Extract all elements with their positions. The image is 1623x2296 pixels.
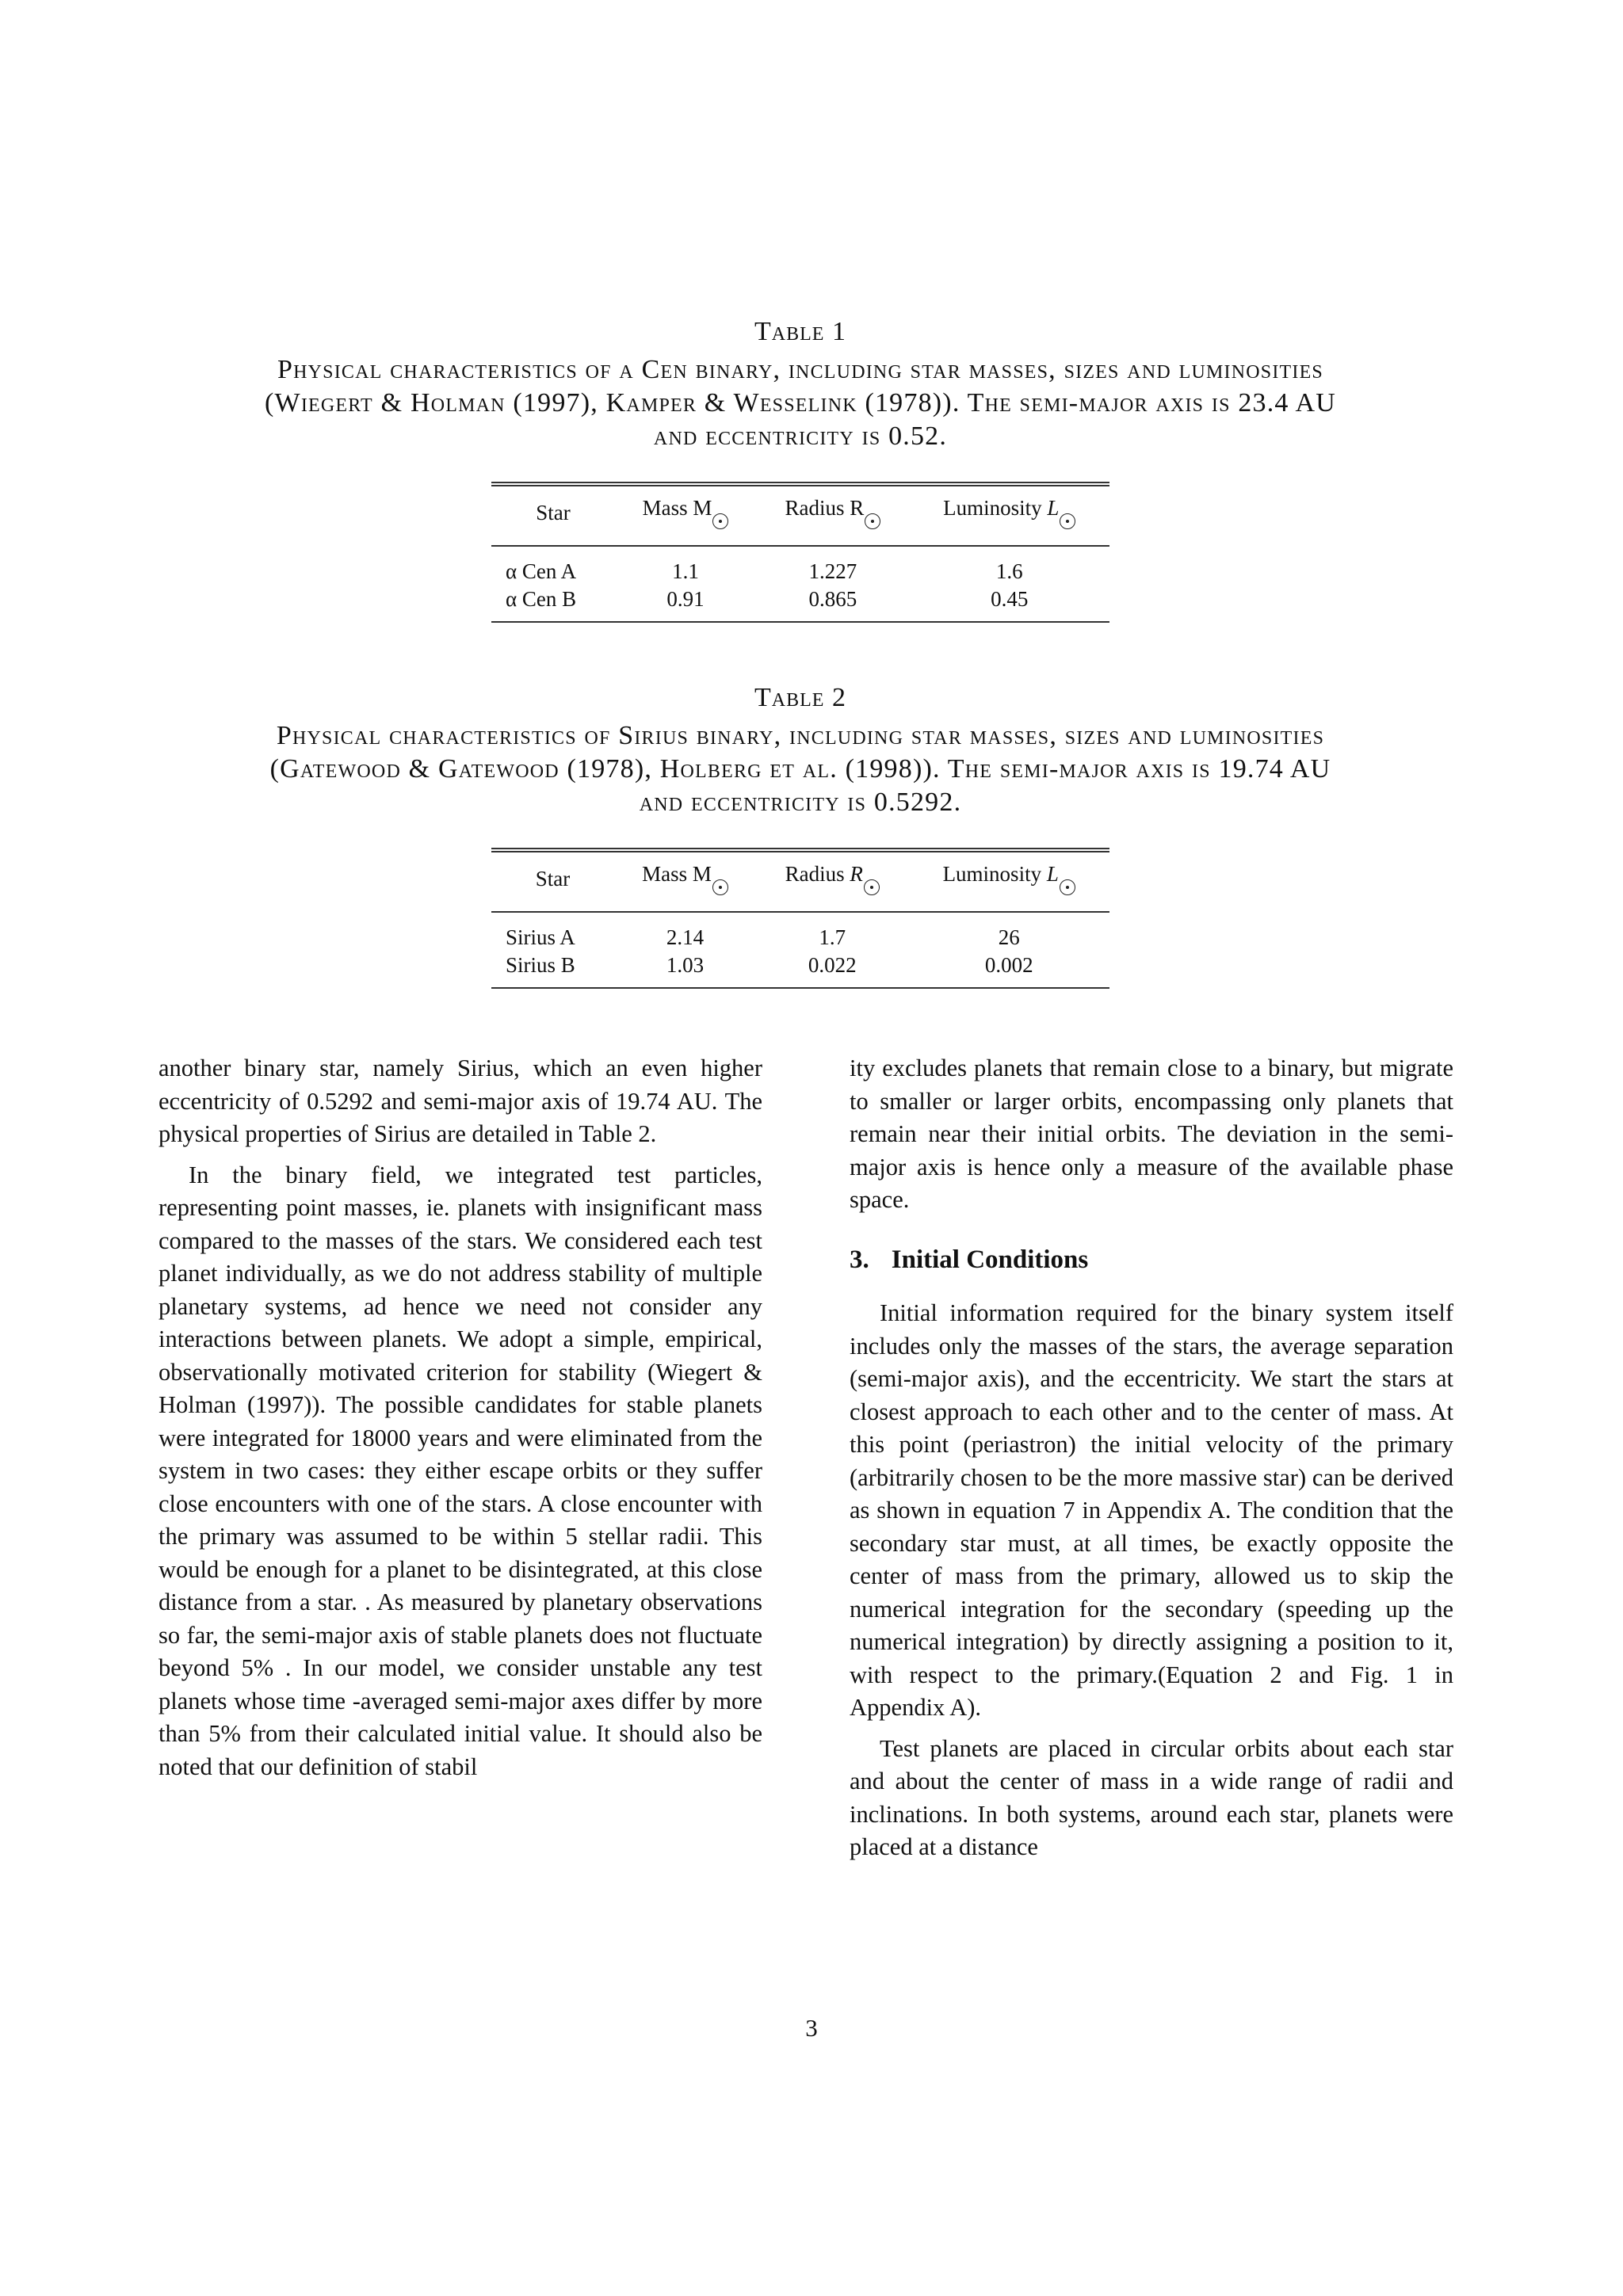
cell-radius: 0.865 <box>808 587 857 611</box>
table-1-block <box>158 317 1442 623</box>
solar-symbol-icon <box>1060 879 1075 895</box>
cell-luminosity: 1.6 <box>995 559 1023 583</box>
table-row <box>491 546 1109 585</box>
cell-star: Sirius A <box>506 925 575 949</box>
table-2-block <box>158 683 1442 989</box>
section-title: Initial Conditions <box>891 1245 1089 1274</box>
table-row <box>491 952 1109 988</box>
table-2-caption-line: and eccentricity is 0.5292. <box>639 788 962 817</box>
cell-luminosity: 26 <box>998 925 1020 949</box>
table-header-row <box>491 850 1109 912</box>
cell-star: α Cen B <box>506 587 577 611</box>
cell-mass: 1.03 <box>666 953 705 977</box>
table-1-caption-line: and eccentricity is 0.52. <box>653 421 948 451</box>
header-star: Star <box>535 866 571 891</box>
solar-symbol-icon <box>712 513 728 529</box>
solar-symbol-icon <box>712 879 728 895</box>
body-paragraph: Initial information required for the binary system itself includes only the masses of the stars, the average separation (semi-major axis), and the eccentricity. We start the stars at closest approach to each other and to the center of mass. At this point (periastron) the initial velocity of the primary (arbitrarily chosen to be the more massive star) can be derived as shown in equation 7 in Appendix A. The condition that the secondary star must, at all times, be exactly opposite the center of mass from the primary, allowed us to skip the numerical integration for the secondary (speeding up the numerical integration) by directly assigning a position to it, with respect to the primary.(Equation 2 and Fig. 1 in Appendix A). <box>850 1299 1453 1721</box>
cell-star: Sirius B <box>506 953 575 977</box>
table-2 <box>491 848 1109 989</box>
table-2-caption-line: Physical characteristics of Sirius binary, including star masses, sizes and luminosities <box>276 721 1325 750</box>
header-luminosity: Luminosity L <box>910 484 1109 546</box>
cell-luminosity: 0.002 <box>984 953 1033 977</box>
header-luminosity: Luminosity L <box>908 850 1109 912</box>
table-2-number: Table 2 <box>754 683 846 712</box>
table-1-number: Table 1 <box>754 317 846 346</box>
solar-symbol-icon <box>864 879 880 895</box>
table-row <box>491 912 1109 952</box>
table-1-caption-line: Physical characteristics of α Cen binary, including star masses, sizes and luminosities <box>277 355 1323 384</box>
table-1 <box>491 482 1109 623</box>
solar-symbol-icon <box>865 513 880 529</box>
body-paragraph: Test planets are placed in circular orbits about each star and about the center of mass in a wide range of radii and inclinations. In both systems, around each star, planets were placed at a distance <box>850 1734 1453 1860</box>
header-radius: Radius R <box>756 850 908 912</box>
cell-radius: 0.022 <box>808 953 857 977</box>
header-mass: Mass M <box>614 850 756 912</box>
table-header-row <box>491 484 1109 546</box>
body-paragraph: ity excludes planets that remain close to a binary, but migrate to smaller or larger orbits, encompassing only planets that remain near their initial orbits. The deviation in the semi-major axis is hence only a measure of the available phase space. <box>850 1055 1453 1213</box>
page-number: 3 <box>805 2014 818 2042</box>
left-column <box>158 1052 762 1791</box>
header-radius: Radius R <box>756 484 909 546</box>
section-number: 3. <box>850 1245 869 1274</box>
section-heading <box>850 1244 1453 1277</box>
table-1-caption-line: (Wiegert & Holman (1997), Kamper & Wesselink (1978)). The semi-major axis is 23.4 AU <box>265 388 1336 418</box>
cell-mass: 0.91 <box>666 587 705 611</box>
cell-star: α Cen A <box>506 559 577 583</box>
table-2-caption <box>158 719 1442 819</box>
cell-mass: 1.1 <box>672 559 699 583</box>
header-mass: Mass M <box>615 484 756 546</box>
body-paragraph: In the binary field, we integrated test particles, representing point masses, ie. planets with insignificant mass compared to the masses of the stars. We considered each test planet individually, as we do not address stability of multiple planetary systems, ad hence we need not consider any interactions between planets. We adopt a simple, empirical, observationally motivated criterion for stability (Wiegert & Holman (1997)). The possible candidates for stable planets were integrated for 18000 years and were eliminated from the system in two cases: they either escape orbits or they suffer close encounters with one of the stars. A close encounter with the primary was assumed to be within 5 stellar radii. This would be enough for a planet to be disintegrated, at this close distance from a star. . As measured by planetary observations so far, the semi-major axis of stable planets does not fluctuate beyond 5% . In our model, we consider unstable any test planets whose time -averaged semi-major axes differ by more than 5% from their calculated initial value. It should also be noted that our definition of stabil <box>158 1161 762 1780</box>
cell-luminosity: 0.45 <box>991 587 1029 611</box>
right-column <box>850 1052 1453 1872</box>
header-star: Star <box>536 500 571 524</box>
table-row <box>491 585 1109 622</box>
body-paragraph: another binary star, namely Sirius, which an even higher eccentricity of 0.5292 and semi-major axis of 19.74 AU. The physical properties of Sirius are detailed in Table 2. <box>158 1055 762 1147</box>
table-1-caption <box>158 353 1442 453</box>
solar-symbol-icon <box>1060 513 1075 529</box>
table-2-caption-line: (Gatewood & Gatewood (1978), Holberg et al. (1998)). The semi-major axis is 19.74 AU <box>269 754 1331 784</box>
cell-radius: 1.7 <box>819 925 846 949</box>
cell-radius: 1.227 <box>808 559 857 583</box>
cell-mass: 2.14 <box>666 925 705 949</box>
